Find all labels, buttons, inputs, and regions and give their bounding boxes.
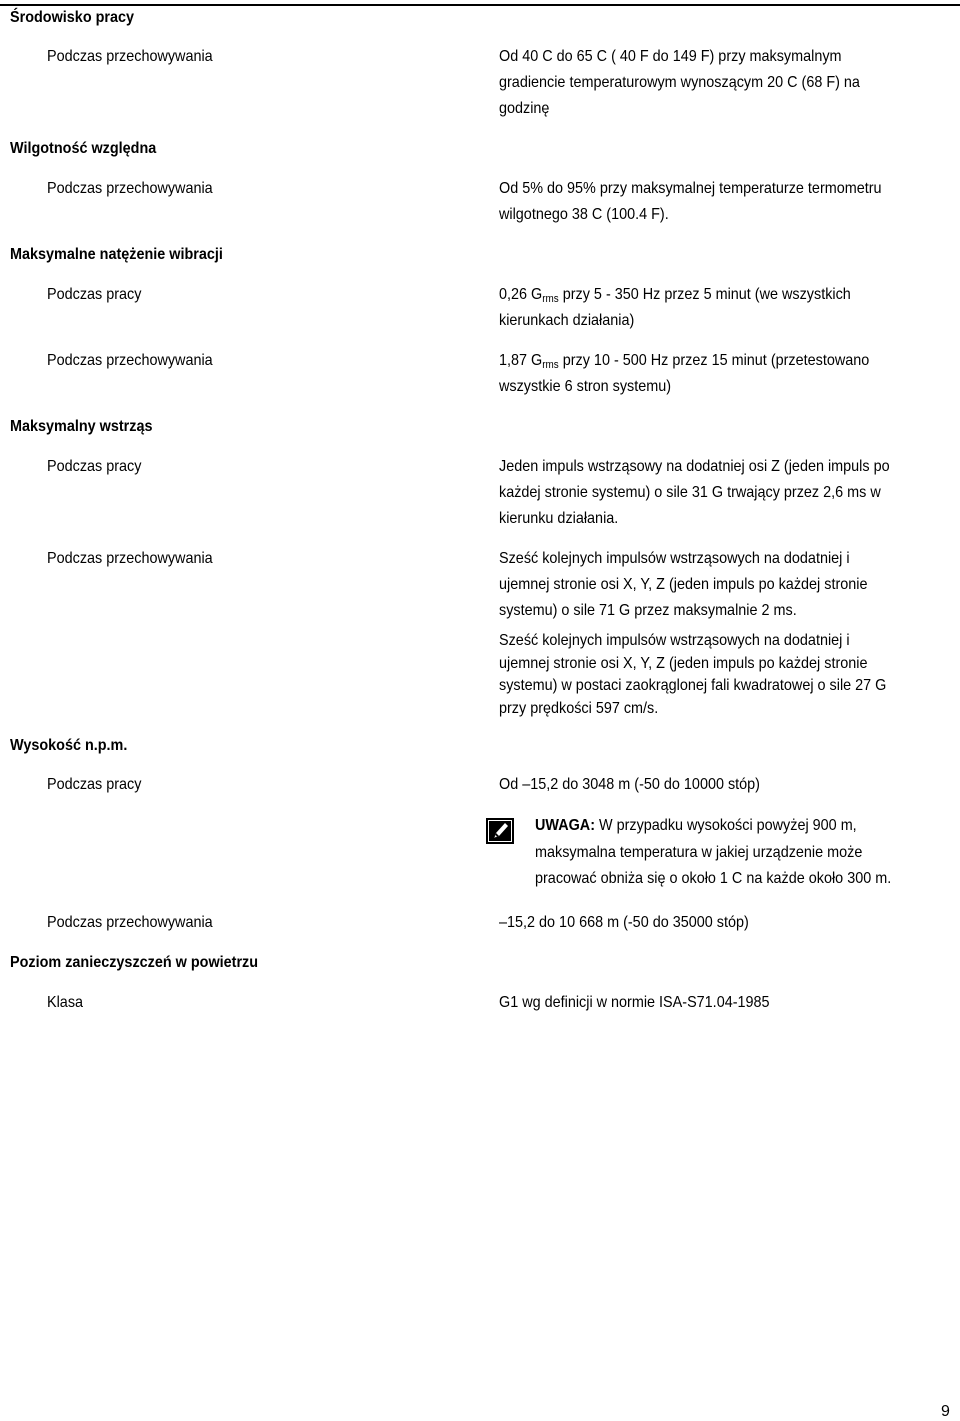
page-number: 9 — [941, 1403, 950, 1420]
vibration-storage-line: wszystkie 6 stron systemu) — [499, 378, 672, 395]
altitude-operating-value: Od –15,2 do 3048 m (-50 do 10000 stóp) — [499, 776, 760, 793]
note-label: UWAGA: — [535, 817, 595, 834]
shock-storage-line: ujemnej stronie osi X, Y, Z (jeden impuls po każdej stronie — [499, 576, 868, 593]
note-line: pracować obniża się o około 1 C na każde około 300 m. — [535, 870, 892, 887]
humidity-storage-label: Podczas przechowywania — [47, 180, 213, 197]
shock-storage-line: Sześć kolejnych impulsów wstrząsowych na dodatniej i — [499, 550, 850, 567]
section-title-altitude: Wysokość n.p.m. — [10, 737, 128, 754]
vibration-storage-label: Podczas przechowywania — [47, 352, 213, 369]
env-storage-label: Podczas przechowywania — [47, 48, 213, 65]
shock-storage-value-1 — [499, 546, 949, 624]
vibration-operating-label: Podczas pracy — [47, 286, 142, 303]
note-line: maksymalna temperatura w jakiej urządzenie może — [535, 843, 863, 861]
section-title-shock: Maksymalny wstrząs — [10, 418, 153, 435]
airborne-class-value: G1 wg definicji w normie ISA-S71.04-1985 — [499, 994, 770, 1011]
shock-storage-line: systemu) o sile 71 G przez maksymalnie 2 ms. — [499, 602, 797, 619]
env-storage-value — [499, 44, 949, 122]
env-storage-line: Od 40 C do 65 C ( 40 F do 149 F) przy maksymalnym — [499, 48, 842, 65]
vibration-operating-line: kierunkach działania) — [499, 312, 635, 329]
section-title-env: Środowisko pracy — [10, 9, 135, 26]
pencil-note-icon — [486, 818, 514, 844]
shock-storage-line: Sześć kolejnych impulsów wstrząsowych na dodatniej i — [499, 632, 850, 649]
top-rule — [0, 4, 960, 6]
vibration-storage-text: przy 10 - 500 Hz przez 15 minut (przetestowano — [558, 352, 870, 369]
humidity-storage-value — [499, 176, 949, 228]
shock-operating-label: Podczas pracy — [47, 458, 142, 475]
shock-storage-line: systemu) w postaci zaokrąglonej fali kwadratowej o sile 27 G — [499, 677, 887, 694]
section-title-humidity: Wilgotność względna — [10, 140, 157, 157]
altitude-storage-label: Podczas przechowywania — [47, 914, 213, 931]
humidity-storage-line: wilgotnego 38 C (100.4 F). — [499, 206, 669, 223]
shock-operating-value — [499, 454, 949, 532]
shock-operating-line: Jeden impuls wstrząsowy na dodatniej osi Z (jeden impuls po — [499, 458, 890, 475]
section-title-vibration: Maksymalne natężenie wibracji — [10, 246, 223, 263]
shock-operating-line: kierunku działania. — [499, 510, 619, 527]
humidity-storage-line: Od 5% do 95% przy maksymalnej temperaturze termometru — [499, 180, 882, 197]
shock-storage-value-2 — [499, 630, 949, 720]
altitude-storage-value: –15,2 do 10 668 m (-50 do 35000 stóp) — [499, 914, 749, 931]
env-storage-line: godzinę — [499, 100, 550, 117]
altitude-operating-label: Podczas pracy — [47, 776, 142, 793]
airborne-class-label: Klasa — [47, 994, 84, 1011]
note-line: W przypadku wysokości powyżej 900 m, — [594, 817, 857, 834]
altitude-note — [535, 813, 891, 893]
env-storage-line: gradiencie temperaturowym wynoszącym 20 C (68 F) na — [499, 74, 860, 91]
vibration-operating-value — [499, 282, 949, 334]
vibration-storage-text: 1,87 G — [499, 352, 543, 369]
shock-storage-line: ujemnej stronie osi X, Y, Z (jeden impuls po każdej stronie — [499, 654, 868, 672]
rms-subscript: rms — [542, 293, 559, 305]
shock-storage-line: przy prędkości 597 cm/s. — [499, 699, 659, 717]
shock-operating-line: każdej stronie systemu) o sile 31 G trwający przez 2,6 ms w — [499, 484, 881, 501]
vibration-storage-value — [499, 348, 949, 400]
vibration-operating-text: 0,26 G — [499, 286, 543, 303]
rms-subscript: rms — [542, 359, 559, 371]
vibration-operating-text: przy 5 - 350 Hz przez 5 minut (we wszystkich — [558, 286, 851, 303]
shock-storage-label: Podczas przechowywania — [47, 550, 213, 567]
section-title-airborne: Poziom zanieczyszczeń w powietrzu — [10, 954, 259, 971]
